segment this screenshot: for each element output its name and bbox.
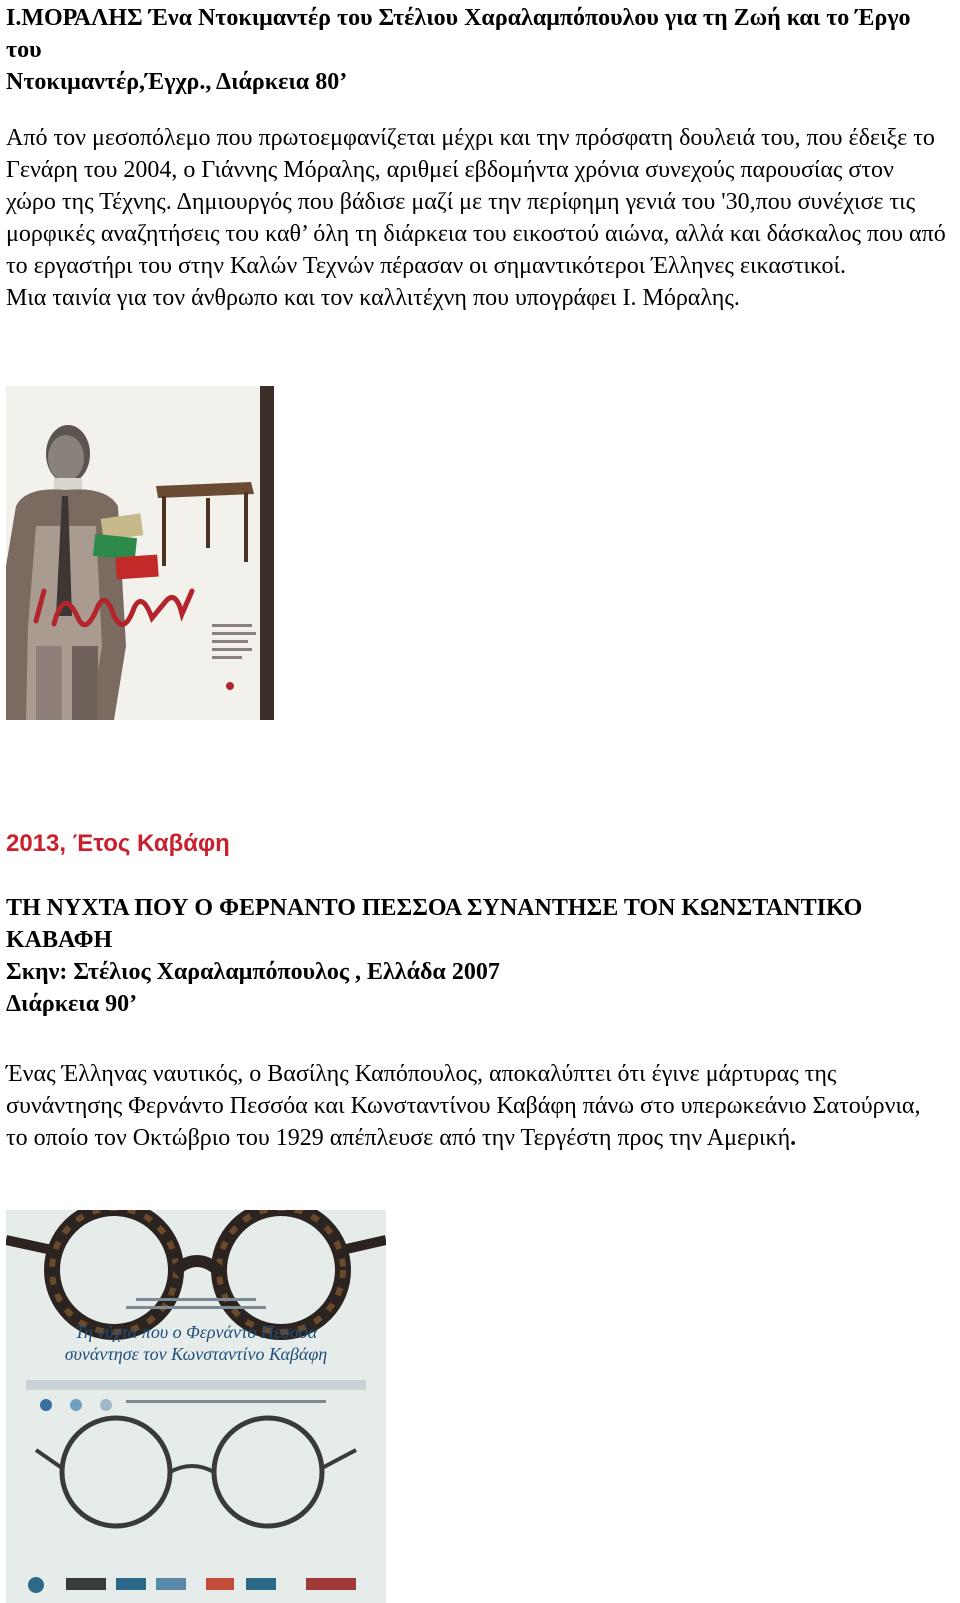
film2-description-end: . [790, 1125, 797, 1151]
poster-side-band [260, 386, 274, 720]
film1-tagline: Μια ταινία για τον άνθρωπο και τον καλλιτέχνη που υπογράφει Ι. Μόραλης. [6, 285, 740, 311]
poster2-title-line2: συνάντησε τον Κωνσταντίνο Καβάφη [64, 1344, 328, 1364]
film2-title-block [6, 892, 946, 1020]
film2-description-block [6, 1058, 946, 1154]
moralis-poster [6, 386, 274, 720]
film2-title: ΤΗ ΝΥΧΤΑ ΠΟΥ Ο ΦΕΡΝΑΝΤΟ ΠΕΣΣΟΑ ΣΥΝΑΝΤΗΣΕ ΤΟΝ ΚΩΝΣΤΑΝΤΙΚΟ ΚΑΒΑΦΗ [6, 895, 863, 953]
pessoa-cavafy-poster [6, 1210, 386, 1603]
film2-description [6, 1058, 946, 1154]
film1-description-block [6, 122, 946, 314]
card-red [115, 555, 158, 580]
film1-title-block [6, 2, 946, 98]
film2-director: Σκην: Στέλιος Χαραλαμπόπουλος , Ελλάδα 2007 [6, 959, 500, 985]
poster2-title-line1: Τη νύχτα που ο Φερνάντο Πεσσόα [74, 1322, 318, 1342]
film1-subtitle: Ντοκιμαντέρ,Έγχρ., Διάρκεια 80’ [6, 69, 348, 95]
film1-description: Από τον μεσοπόλεμο που πρωτοεμφανίζεται μέχρι και την πρόσφατη δουλειά του, που έδειξε το Γενάρη του 2004, ο Γιάννης Μόραλης, αριθμεί εβδομήντα χρόνια συνεχούς παρουσίας στον χώρο της Τέχνης. Δημιουργός που βάδισε μαζί με την περίφημη γενιά του '30,που συνέχισε τις μορφικές αναζητήσεις του καθ’ όλη τη διάρκεια του εικοστού αιώνα, αλλά και δάσκαλος που από το εργαστήρι του στην Καλών Τεχνών πέρασαν οι σημαντικότεροι Έλληνες εικαστικοί. [6, 125, 946, 279]
card-green [93, 534, 137, 560]
film2-description-text: Ένας Έλληνας ναυτικός, ο Βασίλης Καπόπουλος, αποκαλύπτει ότι έγινε μάρτυρας της συνάντησης Φερνάντο Πεσσόα και Κωνσταντίνου Καβάφη πάνω στο υπερωκεάνιο Σατούρνια, το οποίο τον Οκτώβριο του 1929 απέπλευσε από την Τεργέστη προς την Αμερική [6, 1061, 921, 1151]
section-heading: 2013, Έτος Καβάφη [6, 830, 230, 857]
film2-duration: Διάρκεια 90’ [6, 991, 138, 1017]
film1-title: Ι.ΜΟΡΑΛΗΣ Ένα Ντοκιμαντέρ του Στέλιου Χαραλαμπόπουλου για τη Ζωή και το Έργο του [6, 5, 911, 63]
